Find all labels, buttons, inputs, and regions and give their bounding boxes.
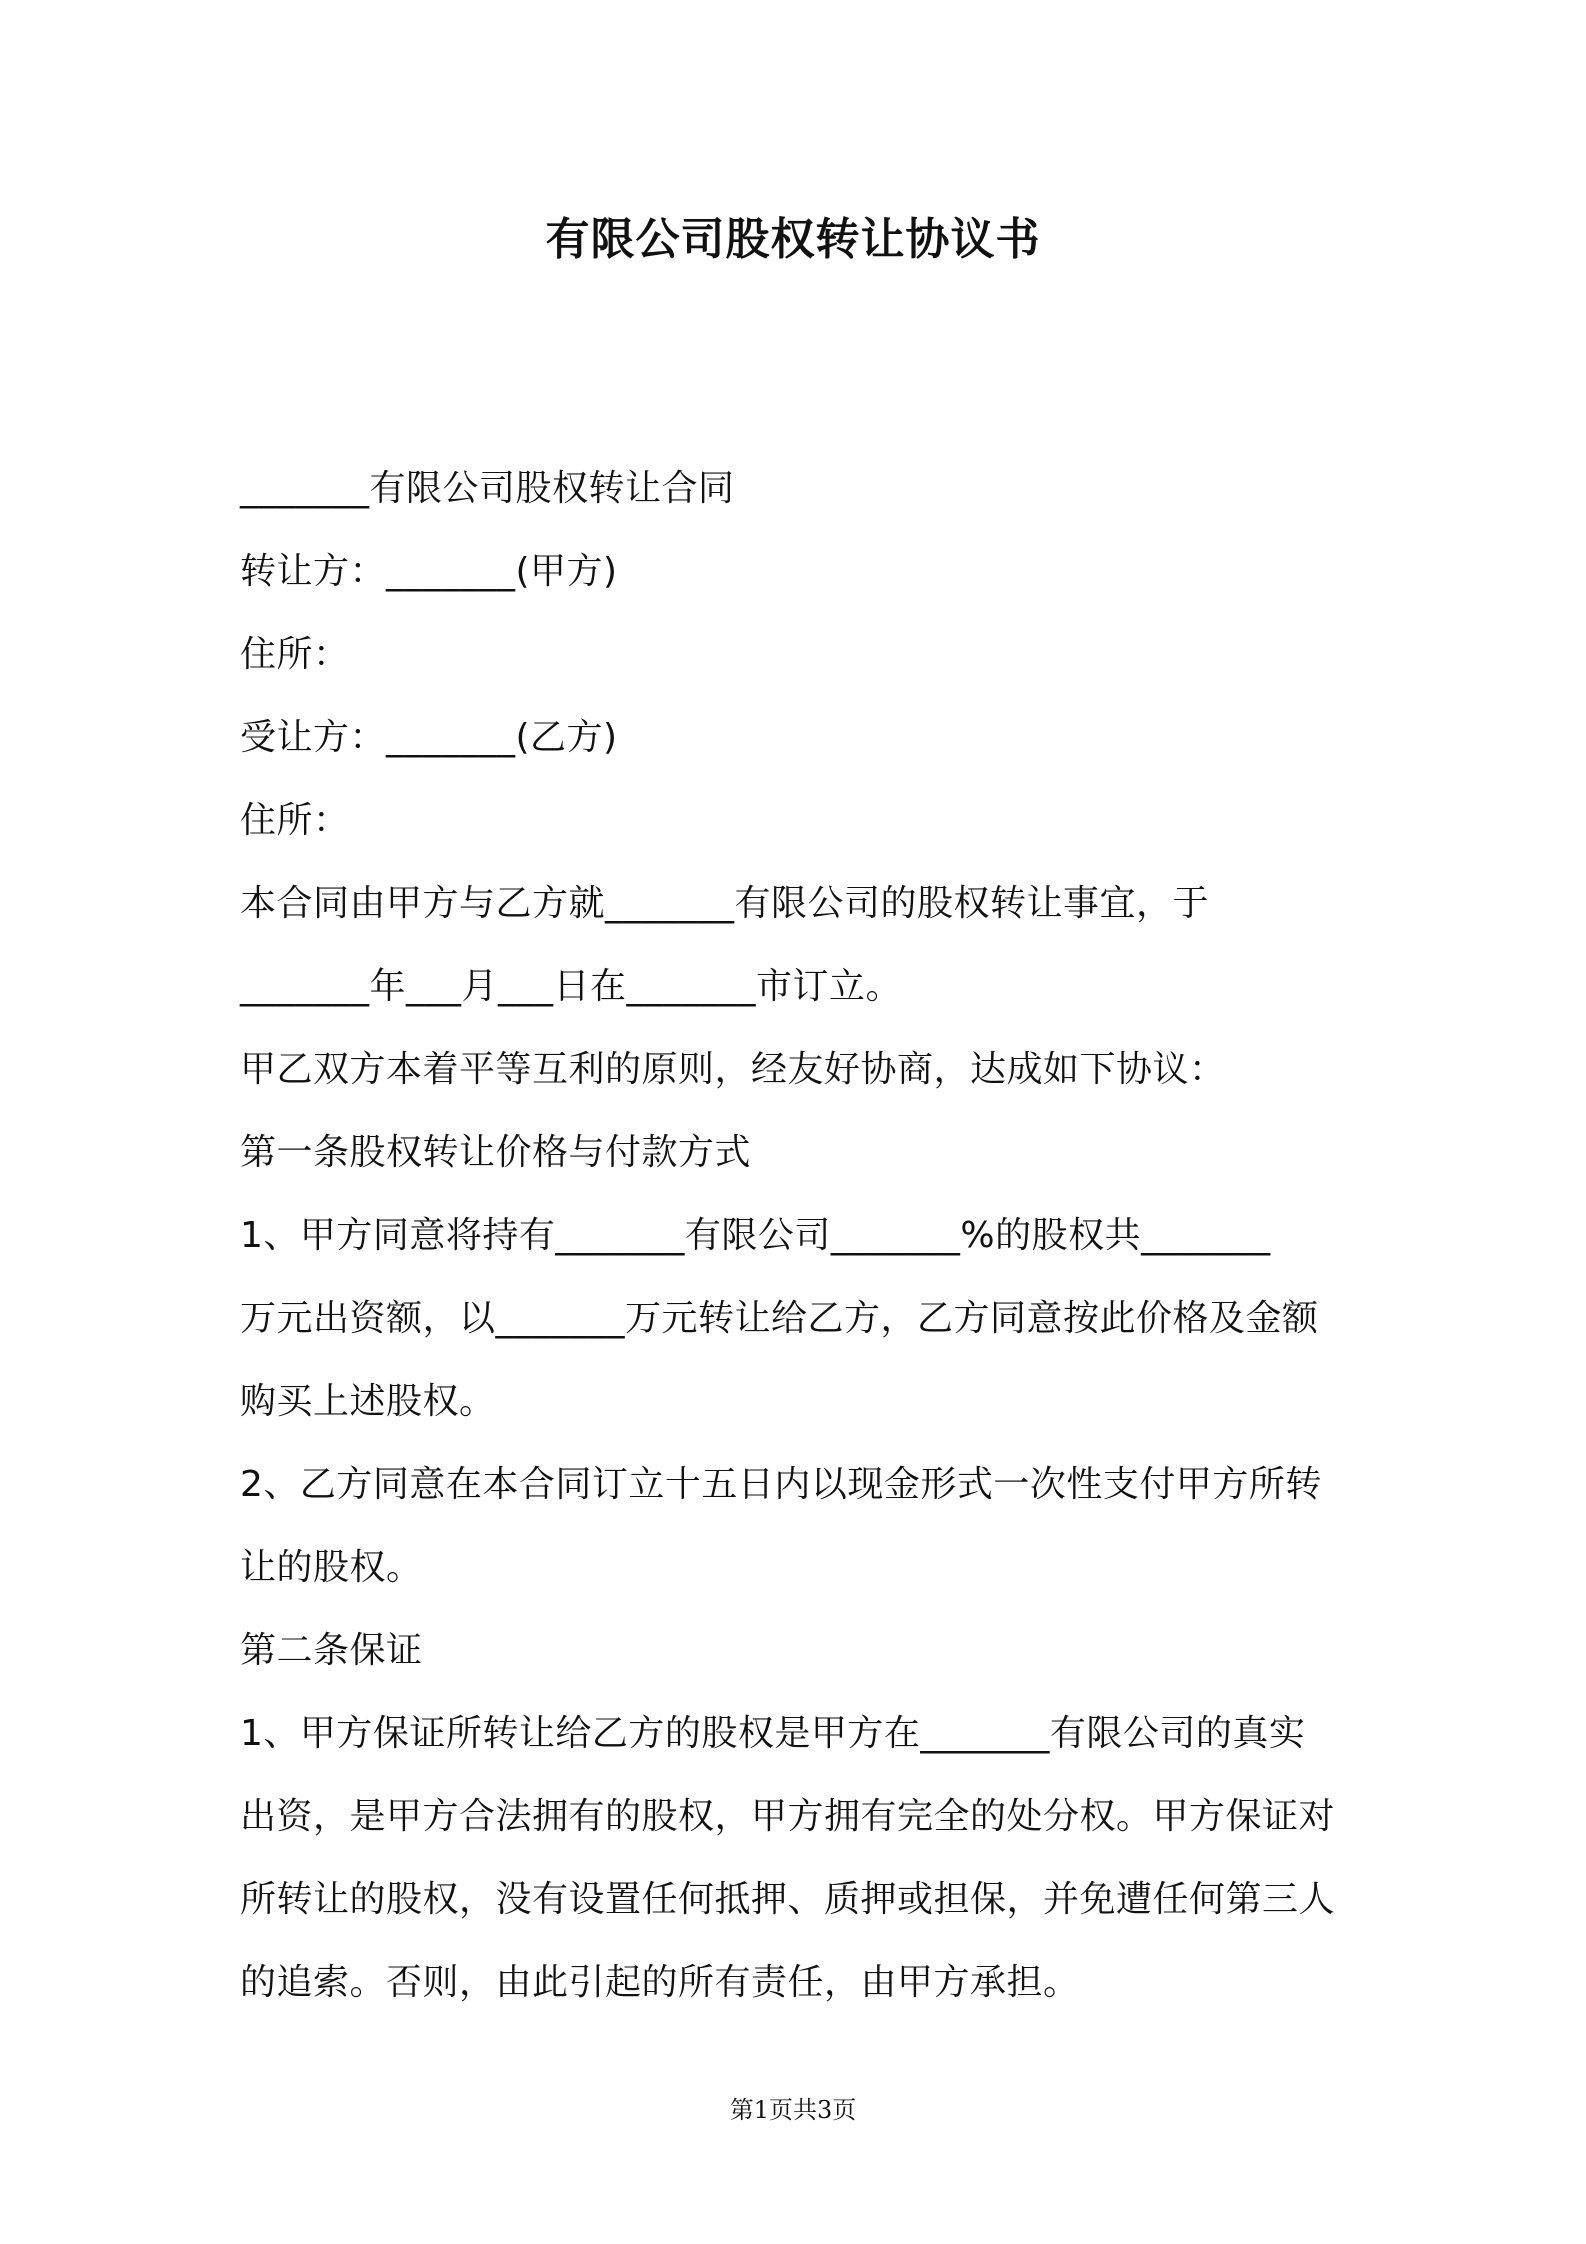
transferee-address-line: 住所： [240,800,350,841]
paragraph-line: 1、甲方同意将持有_______有限公司_______%的股权共_______ [240,1215,1271,1256]
document-title: 有限公司股权转让协议书 [545,214,1041,265]
paragraph-line: 所转让的股权，没有设置任何抵押、质押或担保，并免遭任何第三人 [240,1879,1336,1920]
transferor-line: 转让方：_______(甲方) [240,551,618,592]
paragraph-line: 让的股权。 [240,1547,423,1588]
transferor-address-line: 住所： [240,634,350,675]
agreement-intro-line: 甲乙双方本着平等互利的原则，经友好协商，达成如下协议： [240,1049,1226,1090]
paragraph-line: 出资，是甲方合法拥有的股权，甲方拥有完全的处分权。甲方保证对 [240,1796,1336,1837]
paragraph-line: 万元出资额，以_______万元转让给乙方，乙方同意按此价格及金额 [240,1298,1319,1339]
preamble-line: 本合同由甲方与乙方就_______有限公司的股权转让事宜，于 [240,883,1210,924]
article-one-heading: 第一条股权转让价格与付款方式 [240,1132,752,1173]
document-body [240,447,1360,2024]
paragraph-line: 1、甲方保证所转让给乙方的股权是甲方在_______有限公司的真实 [240,1713,1306,1754]
transferee-line: 受让方：_______(乙方) [240,717,618,758]
contract-heading: _______有限公司股权转让合同 [240,468,735,509]
page-number-footer: 第1页共3页 [729,2096,857,2124]
paragraph-line: 购买上述股权。 [240,1381,496,1422]
preamble-date-line: _______年___月___日在_______市订立。 [240,966,903,1007]
article-two-heading: 第二条保证 [240,1630,423,1671]
paragraph-line: 2、乙方同意在本合同订立十五日内以现金形式一次性支付甲方所转 [240,1464,1322,1505]
paragraph-line: 的追索。否则，由此引起的所有责任，由甲方承担。 [240,1962,1080,2003]
